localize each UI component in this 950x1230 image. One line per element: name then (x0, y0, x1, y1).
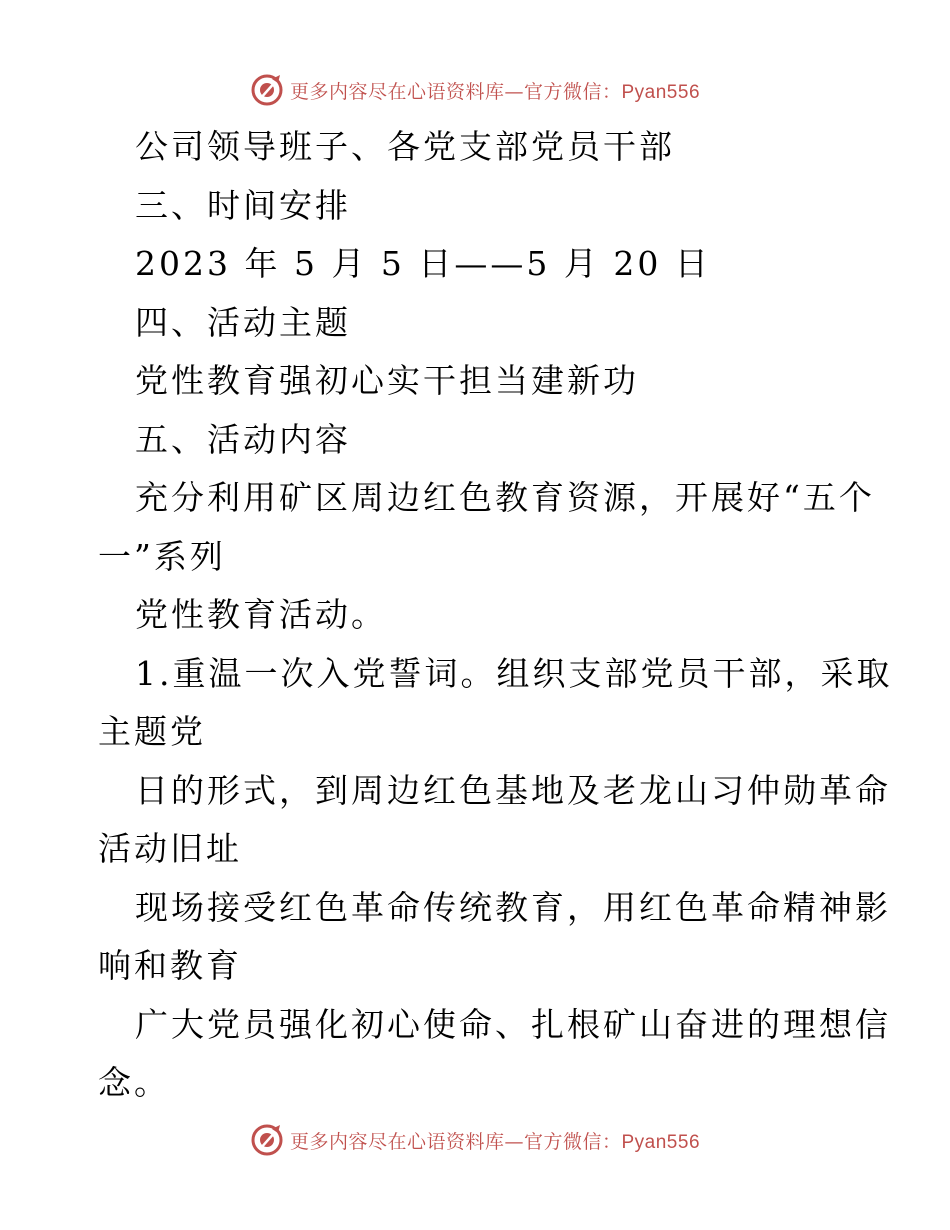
text-line: 念。 (98, 1063, 170, 1102)
text-line: 党性教育活动。 (135, 595, 387, 634)
text-line: 日的形式，到周边红色基地及老龙山习仲勋革命 (135, 770, 891, 810)
text-line: 广大党员强化初心使命、扎根矿山奋进的理想信 (135, 1004, 891, 1044)
document-body (98, 118, 893, 1113)
red-logo-icon (250, 73, 284, 107)
text-line: 一”系列 (98, 536, 226, 576)
section-heading: 三、时间安排 (135, 185, 351, 225)
text-line: 主题党 (98, 712, 206, 751)
text-line: 公司领导班子、各党支部党员干部 (135, 127, 675, 166)
footer-watermark (0, 1120, 950, 1160)
watermark-text: 更多内容尽在心语资料库—官方微信：Pyan556 (289, 80, 701, 103)
text-line: 响和教育 (98, 946, 242, 985)
text-line: 2023 年 5 月 5 日——5 月 20 日 (135, 244, 711, 283)
text-line: 活动旧址 (98, 829, 242, 868)
watermark-text: 更多内容尽在心语资料库—官方微信：Pyan556 (289, 1130, 701, 1153)
text-line: 1.重温一次入党誓词。组织支部党员干部，采取 (135, 653, 893, 693)
text-line: 党性教育强初心实干担当建新功 (135, 361, 639, 400)
section-heading: 五、活动内容 (135, 419, 351, 459)
header-watermark (0, 70, 950, 110)
red-logo-icon (250, 1123, 284, 1157)
text-line: 充分利用矿区周边红色教育资源，开展好“五个 (135, 478, 875, 517)
section-heading: 四、活动主题 (135, 302, 351, 342)
text-line: 现场接受红色革命传统教育，用红色革命精神影 (135, 887, 891, 927)
